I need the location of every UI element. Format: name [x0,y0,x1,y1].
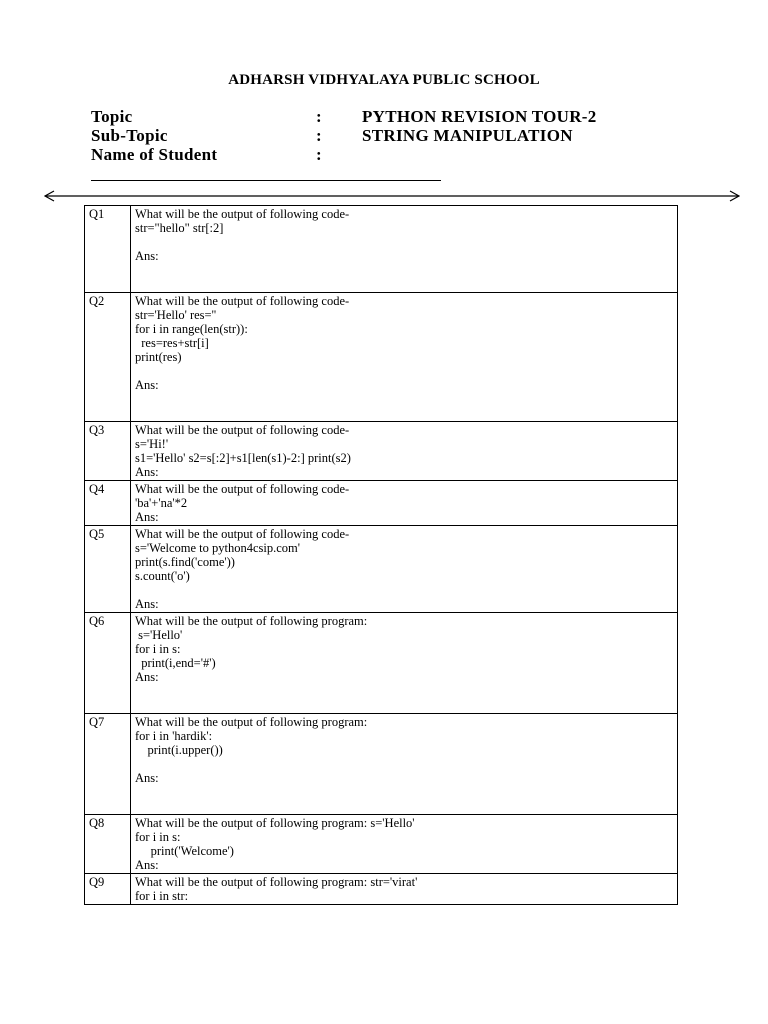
question-line: print(res) [135,350,182,364]
question-number: Q7 [85,714,131,815]
question-line: 'ba'+'na'*2 [135,496,188,510]
question-line: s1='Hello' s2=s[:2]+s1[len(s1)-2:] print(s2) [135,451,351,465]
answer-space [135,785,673,799]
question-line: s='Hi!' [135,437,169,451]
answer-space [135,757,673,771]
question-line: What will be the output of following program: [135,614,368,628]
question-line: s='Welcome to python4csip.com' [135,541,301,555]
answer-label: Ans: [135,771,159,785]
question-row [85,422,678,481]
question-number: Q5 [85,526,131,613]
topic-colon: : [316,107,322,126]
question-line: What will be the output of following code- [135,482,350,496]
question-text [131,206,678,293]
answer-space [135,235,673,249]
question-number: Q3 [85,422,131,481]
question-number: Q2 [85,293,131,422]
answer-label: Ans: [135,858,159,872]
question-text [131,613,678,714]
answer-space [135,799,673,813]
student-name-label: Name of Student [91,145,218,164]
question-line: What will be the output of following program: [135,715,368,729]
question-row [85,293,678,422]
answer-space [135,406,673,420]
question-row [85,206,678,293]
answer-space [135,364,673,378]
double-arrow-divider [44,188,740,204]
question-line: What will be the output of following program: s='Hello' [135,816,415,830]
subtopic-value: STRING MANIPULATION [362,126,573,145]
question-number: Q6 [85,613,131,714]
question-text [131,526,678,613]
question-row [85,815,678,874]
questions-table [84,205,678,905]
answer-label: Ans: [135,510,159,524]
question-number: Q8 [85,815,131,874]
question-text [131,481,678,526]
question-line: res=res+str[i] [135,336,209,350]
topic-value: PYTHON REVISION TOUR-2 [362,107,597,126]
question-line: What will be the output of following code- [135,207,350,221]
question-text [131,422,678,481]
question-line: s='Hello' [135,628,183,642]
question-row [85,613,678,714]
question-line: for i in range(len(str)): [135,322,248,336]
question-line: What will be the output of following code- [135,423,350,437]
question-line: What will be the output of following code- [135,527,350,541]
question-line: print(i,end='#') [135,656,216,670]
question-line: print('Welcome') [135,844,234,858]
topic-label: Topic [91,107,133,126]
question-row [85,481,678,526]
question-text [131,714,678,815]
question-line: str="hello" str[:2] [135,221,224,235]
question-row [85,526,678,613]
student-name-colon: : [316,145,322,164]
question-line: for i in str: [135,889,189,903]
question-text [131,293,678,422]
answer-label: Ans: [135,597,159,611]
answer-label: Ans: [135,249,159,263]
answer-space [135,263,673,277]
question-row [85,714,678,815]
question-line: s.count('o') [135,569,190,583]
question-text [131,874,678,905]
answer-space [135,277,673,291]
answer-label: Ans: [135,465,159,479]
answer-space [135,583,673,597]
answer-space [135,698,673,712]
question-line: str='Hello' res='' [135,308,217,322]
question-number: Q9 [85,874,131,905]
answer-label: Ans: [135,670,159,684]
answer-label: Ans: [135,378,159,392]
question-number: Q1 [85,206,131,293]
question-row [85,874,678,905]
question-line: print(s.find('come')) [135,555,235,569]
question-line: print(i.upper()) [135,743,223,757]
question-number: Q4 [85,481,131,526]
question-line: for i in s: [135,830,181,844]
question-text [131,815,678,874]
answer-space [135,684,673,698]
question-line: What will be the output of following program: str='virat' [135,875,418,889]
answer-space [135,392,673,406]
question-line: for i in 'hardik': [135,729,213,743]
question-line: What will be the output of following code- [135,294,350,308]
subtopic-label: Sub-Topic [91,126,168,145]
question-line: for i in s: [135,642,181,656]
student-name-underline [91,180,441,181]
subtopic-colon: : [316,126,322,145]
school-name: ADHARSH VIDHYALAYA PUBLIC SCHOOL [228,72,540,88]
